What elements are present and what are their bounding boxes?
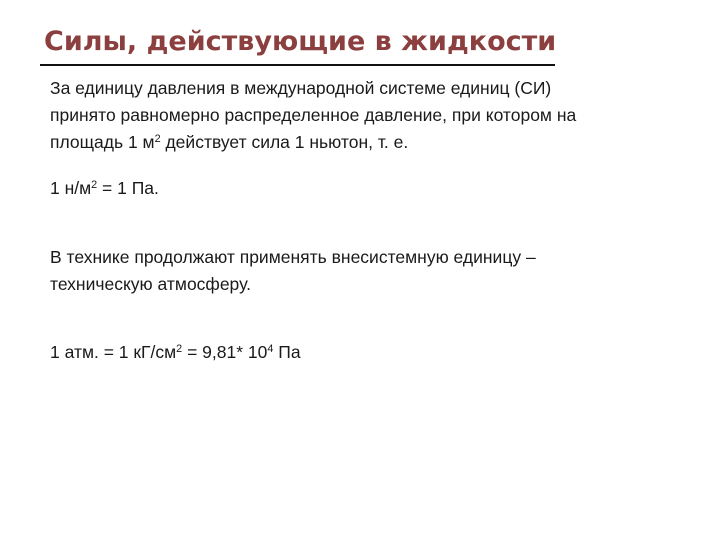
- text-fragment: 1 атм. = 1 кГ/см: [50, 342, 177, 362]
- text-fragment: = 9,81* 10: [182, 342, 268, 362]
- text-fragment: площадь 1 м: [50, 132, 155, 152]
- equation-pascal: [50, 175, 159, 202]
- paragraph-line: принято равномерно распределенное давление, при котором на: [50, 105, 577, 125]
- equation-atmosphere: [50, 339, 301, 366]
- paragraph-line: В технике продолжают применять внесистемную единицу –: [50, 247, 536, 267]
- superscript: 4: [267, 343, 274, 356]
- text-fragment: Па: [273, 342, 301, 362]
- superscript: 2: [91, 179, 98, 192]
- superscript: 2: [176, 343, 183, 356]
- paragraph-pressure-unit-definition: [50, 75, 576, 156]
- paragraph-technical-atmosphere: [50, 244, 536, 298]
- title-underline: [40, 64, 555, 66]
- superscript: 2: [154, 133, 161, 146]
- paragraph-line: техническую атмосферу.: [50, 274, 251, 294]
- paragraph-line: За единицу давления в международной системе единиц (СИ): [50, 78, 552, 98]
- slide-title: Силы, действующие в жидкости: [44, 26, 557, 57]
- text-fragment: действует сила 1 ньютон, т. е.: [160, 132, 409, 152]
- text-fragment: = 1 Па.: [97, 178, 159, 198]
- text-fragment: 1 н/м: [50, 178, 92, 198]
- paragraph-line: [50, 129, 576, 156]
